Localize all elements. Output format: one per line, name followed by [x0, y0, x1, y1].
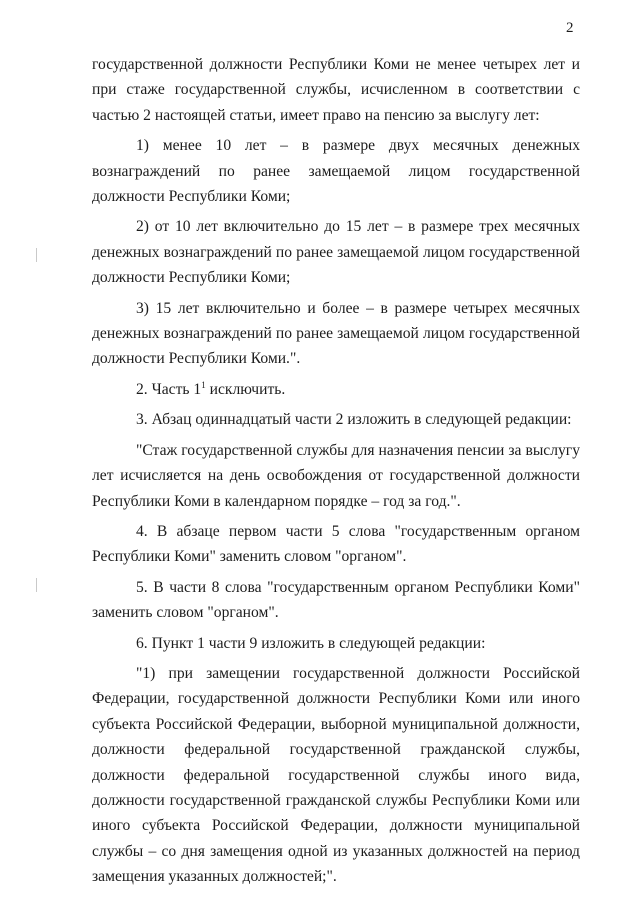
paragraph-quote: "Стаж государственной службы для назначения пенсии за выслугу лет исчисляется на день освобождения от государственной должности Республики Коми в календарном порядке – год за год.".	[92, 441, 580, 510]
paragraph-point-2	[92, 377, 580, 402]
paragraph-quote: "1) при замещении государственной должности Российской Федерации, государственной должности Республики Коми или иного субъекта Российской Федерации, выборной муниципальной должности, должности федеральной государственной гражданской службы, должности федеральной государственной службы иного вида, должности государственной гражданской службы Республики Коми или иного субъекта Российской Федерации, должности муниципальной службы – со дня замещения одной из указанных должностей на период замещения указанных должностей;".	[92, 664, 580, 886]
point-2-text-end: исключить.	[205, 380, 286, 398]
margin-mark	[36, 578, 37, 592]
paragraph-point-6: 6. Пункт 1 части 9 изложить в следующей редакции:	[136, 634, 486, 652]
paragraph-point-3: 3. Абзац одиннадцатый части 2 изложить в следующей редакции:	[136, 411, 572, 429]
paragraph: государственной должности Республики Коми не менее четырех лет и при стаже государственной службы, исчисленном в соответствии с частью 2 настоящей статьи, имеет право на пенсию за выслугу лет:	[92, 56, 580, 124]
document-body	[92, 52, 580, 890]
paragraph-point-5: 5. В части 8 слова "государственным органом Республики Коми" заменить словом "органом".	[92, 578, 580, 622]
margin-mark	[36, 248, 37, 262]
page-number: 2	[566, 20, 574, 36]
paragraph-item-2: 2) от 10 лет включительно до 15 лет – в размере трех месячных денежных вознаграждений по ранее замещаемой лицом государственной должности Республики Коми;	[92, 218, 580, 287]
paragraph-item-1: 1) менее 10 лет – в размере двух месячных денежных вознаграждений по ранее замещаемой лицом государственной должности Республики Коми;	[92, 137, 580, 206]
superscript: 1	[201, 379, 206, 390]
paragraph-point-4: 4. В абзаце первом части 5 слова "государственным органом Республики Коми" заменить словом "органом".	[92, 522, 580, 566]
point-2-text: 2. Часть 1	[136, 380, 202, 398]
paragraph-item-3: 3) 15 лет включительно и более – в размере четырех месячных денежных вознаграждений по ранее замещаемой лицом государственной должности Республики Коми.".	[92, 299, 580, 368]
